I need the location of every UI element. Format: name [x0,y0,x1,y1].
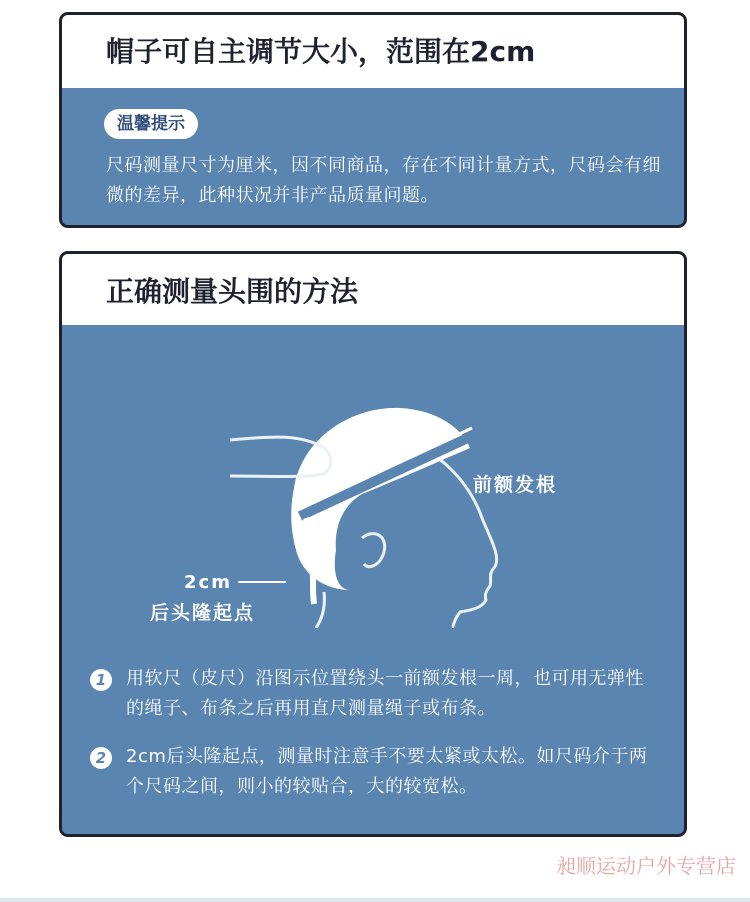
ear-outline [362,534,385,567]
tip-text: 尺码测量尺寸为厘米，因不同商品，存在不同计量方式，尺码会有细微的差异，此种状况并非产品质量问题。 [106,155,661,206]
neck-outline [316,592,324,628]
step-2 [90,742,660,802]
head-measure-illustration [62,328,684,628]
size-note-title: 帽子可自主调节大小，范围在2cm [62,15,684,88]
step-2-number-icon: 2 [90,747,112,769]
step-1-number-icon: 1 [90,669,112,691]
label-forehead-hairline: 前额发根 [473,474,558,496]
step-1 [90,664,660,724]
bottom-divider [0,898,750,902]
store-watermark: 昶顺运动户外专营店 [556,854,736,878]
step-1-text: 用软尺（皮尺）沿图示位置绕头一前额发根一周，也可用无弹性的绳子、布条之后再用直尺测量绳子或布条。 [126,668,644,719]
label-occipital-point: 后头隆起点 [150,602,256,624]
size-note-card [59,12,687,228]
tip-badge: 温馨提示 [104,109,198,139]
step-2-text: 2cm后头隆起点，测量时注意手不要太紧或太松。如尺码介于两个尺码之间，则小的较贴合，大的较宽松。 [126,746,648,797]
label-2cm: 2cm [184,572,232,593]
head-drawing [62,328,684,628]
measure-method-card [59,251,687,837]
measure-method-title: 正确测量头围的方法 [62,254,684,325]
